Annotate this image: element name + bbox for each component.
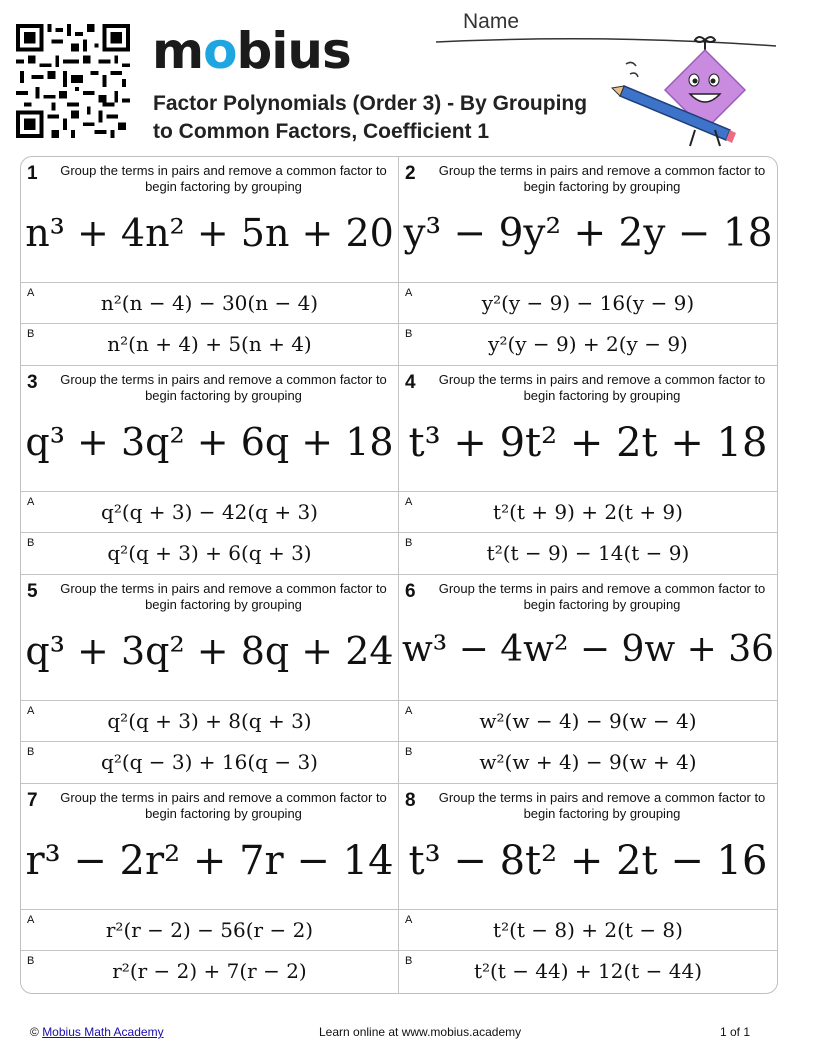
option-b[interactable] (21, 741, 398, 782)
problem-instruction: Group the terms in pairs and remove a common factor to begin factoring by grouping (60, 581, 387, 612)
option-b[interactable] (399, 950, 777, 991)
footer-center-text: Learn online at www.mobius.academy (319, 1025, 522, 1039)
option-a-label: A (27, 914, 35, 926)
option-a-text: t²(t − 8) + 2(t − 8) (493, 918, 683, 942)
option-a-text: t²(t + 9) + 2(t + 9) (493, 500, 683, 524)
problem-instruction: Group the terms in pairs and remove a common factor to begin factoring by grouping (438, 372, 766, 403)
option-a-text: q²(q + 3) + 8(q + 3) (107, 709, 312, 733)
qr-code-icon (16, 24, 130, 138)
option-a-label: A (405, 496, 413, 508)
polynomial-expression: r³ − 2r² + 7r − 14 (25, 838, 394, 884)
problem-instruction: Group the terms in pairs and remove a common factor to begin factoring by grouping (438, 581, 766, 612)
option-b-label: B (405, 955, 413, 967)
option-b[interactable] (21, 950, 398, 991)
option-b-label: B (405, 746, 413, 758)
problem-number: 7 (27, 790, 38, 811)
option-b-text: t²(t − 44) + 12(t − 44) (473, 959, 703, 983)
problem-instruction: Group the terms in pairs and remove a common factor to begin factoring by grouping (438, 163, 766, 194)
problem-cell (399, 784, 777, 993)
mascot-icon (610, 34, 760, 154)
problem-instruction: Group the terms in pairs and remove a common factor to begin factoring by grouping (60, 790, 387, 821)
option-a[interactable] (399, 282, 777, 323)
option-a-text: q²(q + 3) − 42(q + 3) (101, 500, 318, 524)
problem-number: 2 (405, 163, 416, 184)
option-b-label: B (405, 328, 413, 340)
problem-cell (21, 157, 399, 366)
polynomial-expression: t³ + 9t² + 2t + 18 (408, 420, 768, 466)
footer-copyright (30, 1025, 164, 1039)
option-b-text: t²(t − 9) − 14(t − 9) (486, 541, 690, 565)
problem-number: 8 (405, 790, 416, 811)
option-b[interactable] (399, 532, 777, 573)
option-b-text: q²(q − 3) + 16(q − 3) (101, 750, 318, 774)
problem-instruction: Group the terms in pairs and remove a common factor to begin factoring by grouping (438, 790, 766, 821)
problem-number: 1 (27, 163, 38, 184)
option-b-label: B (27, 746, 35, 758)
option-a[interactable] (21, 491, 398, 532)
option-b-label: B (405, 537, 413, 549)
option-a[interactable] (21, 700, 398, 741)
option-b-text: q²(q + 3) + 6(q + 3) (107, 541, 312, 565)
problem-number: 6 (405, 581, 416, 602)
option-a[interactable] (399, 700, 777, 741)
option-a-label: A (405, 287, 413, 299)
option-a-label: A (27, 705, 35, 717)
problem-cell (21, 366, 399, 575)
option-b[interactable] (399, 323, 777, 364)
copyright-symbol: © (30, 1025, 39, 1039)
option-b-text: n²(n + 4) + 5(n + 4) (107, 332, 312, 356)
worksheet-title: Factor Polynomials (Order 3) - By Grouping to Common Factors, Coefficient 1 (153, 92, 588, 143)
option-a-text: n²(n − 4) − 30(n − 4) (100, 291, 319, 315)
polynomial-expression: q³ + 3q² + 6q + 18 (25, 420, 394, 464)
option-a-label: A (27, 287, 35, 299)
polynomial-expression: n³ + 4n² + 5n + 20 (25, 211, 394, 255)
polynomial-expression: q³ + 3q² + 8q + 24 (25, 629, 394, 673)
option-b[interactable] (21, 532, 398, 573)
option-a[interactable] (399, 491, 777, 532)
name-label: Name (463, 10, 520, 33)
problem-number: 4 (405, 372, 416, 393)
option-a-text: w²(w − 4) − 9(w − 4) (479, 709, 697, 733)
mobius-logo (152, 22, 351, 80)
logo-text: mobius (152, 22, 351, 80)
page-number: 1 of 1 (720, 1025, 751, 1039)
option-b[interactable] (399, 741, 777, 782)
problem-grid (20, 156, 778, 994)
option-a-label: A (405, 705, 413, 717)
option-a-text: r²(r − 2) − 56(r − 2) (105, 918, 314, 942)
option-a-label: A (27, 496, 35, 508)
problem-cell (399, 157, 777, 366)
problem-number: 3 (27, 372, 38, 393)
option-b-label: B (27, 328, 35, 340)
option-b[interactable] (21, 323, 398, 364)
problem-instruction: Group the terms in pairs and remove a common factor to begin factoring by grouping (60, 163, 387, 194)
polynomial-expression: w³ − 4w² − 9w + 36 (401, 629, 775, 670)
polynomial-expression: t³ − 8t² + 2t − 16 (408, 838, 768, 884)
option-b-text: y²(y − 9) + 2(y − 9) (488, 332, 688, 356)
problem-number: 5 (27, 581, 38, 602)
problem-instruction: Group the terms in pairs and remove a common factor to begin factoring by grouping (60, 372, 387, 403)
option-a[interactable] (399, 909, 777, 950)
option-a-text: y²(y − 9) − 16(y − 9) (481, 291, 695, 315)
option-a[interactable] (21, 909, 398, 950)
option-a-label: A (405, 914, 413, 926)
option-b-label: B (27, 955, 35, 967)
mobius-link[interactable]: Mobius Math Academy (42, 1025, 164, 1039)
problem-cell (399, 575, 777, 784)
option-b-text: r²(r − 2) + 7(r − 2) (112, 959, 307, 983)
problem-cell (399, 366, 777, 575)
problem-cell (21, 575, 399, 784)
polynomial-expression: y³ − 9y² + 2y − 18 (403, 211, 773, 256)
problem-cell (21, 784, 399, 993)
option-b-text: w²(w + 4) − 9(w + 4) (479, 750, 697, 774)
option-b-label: B (27, 537, 35, 549)
option-a[interactable] (21, 282, 398, 323)
